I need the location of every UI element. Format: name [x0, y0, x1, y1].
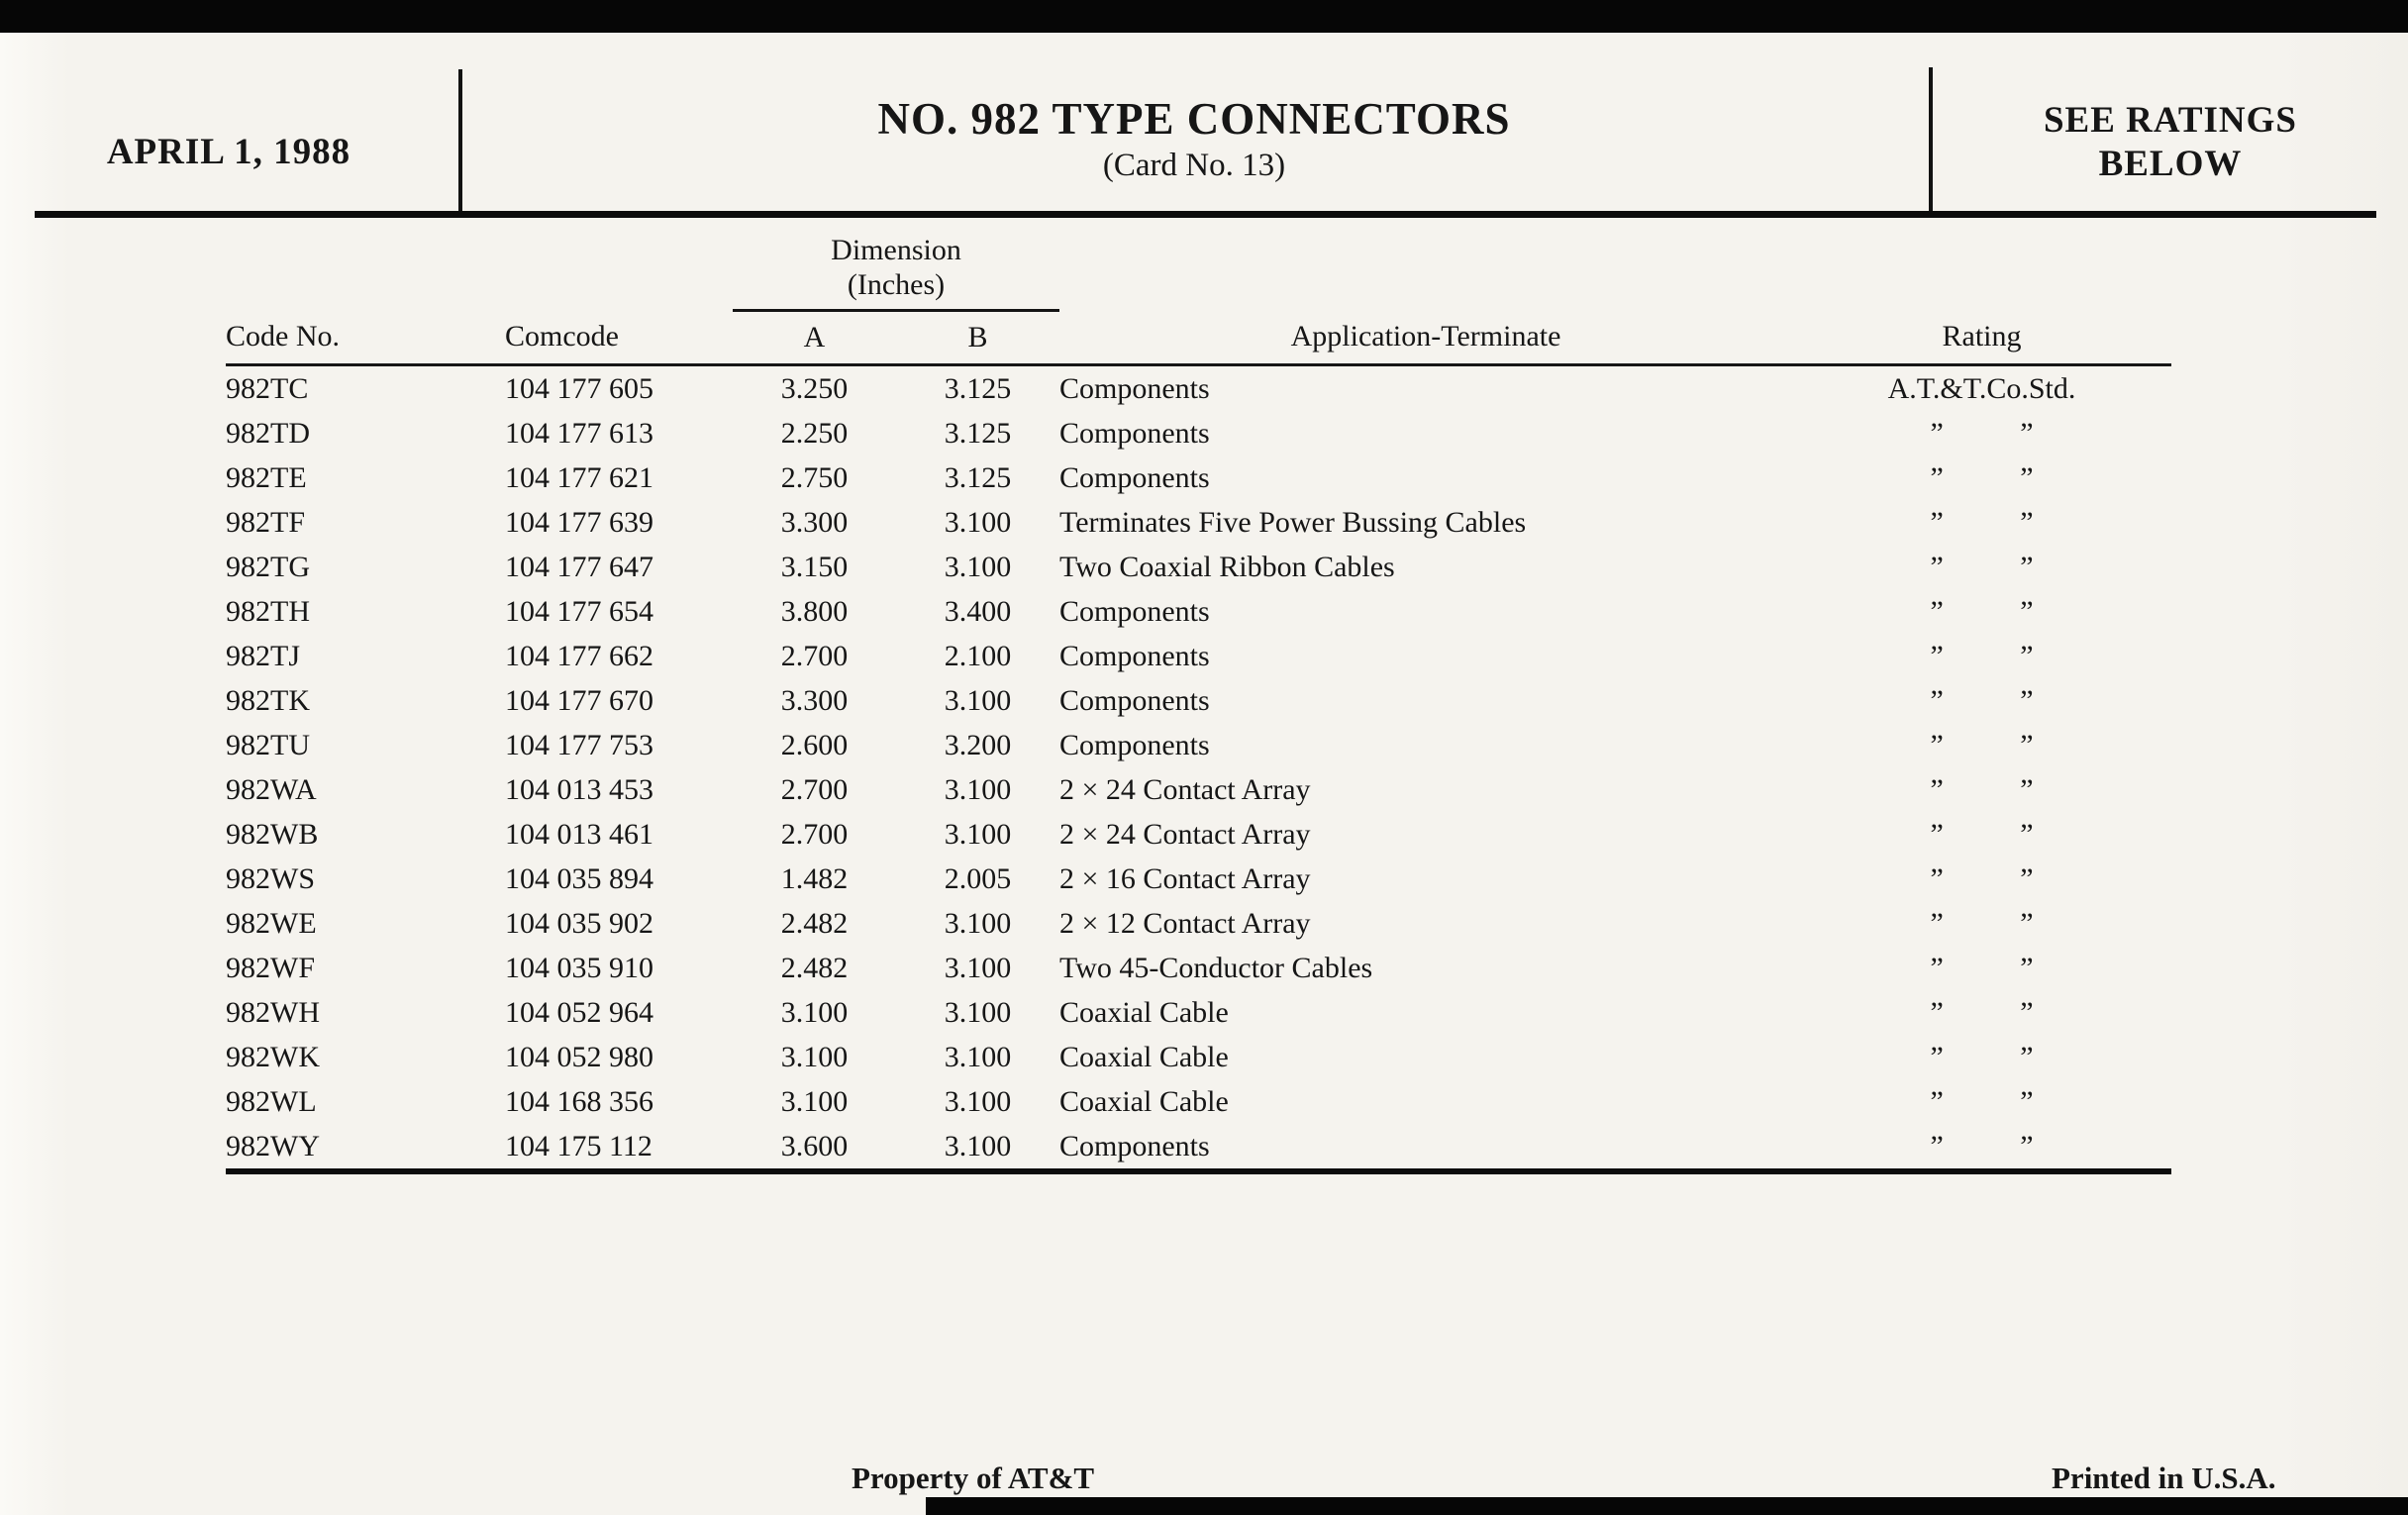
cell-application: Components — [1059, 728, 1210, 761]
cell-dim-b: 3.100 — [944, 1129, 1012, 1162]
cell-comcode: 104 177 662 — [505, 639, 653, 672]
cell-rating: ” ” — [1930, 460, 2034, 494]
cell-comcode: 104 177 613 — [505, 416, 653, 450]
cell-dim-b: 3.100 — [944, 817, 1012, 851]
cell-dim-a: 3.100 — [780, 995, 849, 1029]
column-header-dim-a: A — [733, 311, 896, 365]
group-spacer-left — [226, 234, 733, 311]
cell-rating: ” ” — [1930, 772, 2034, 806]
cell-rating: ” ” — [1930, 550, 2034, 583]
cell-dim-a: 3.300 — [780, 683, 849, 717]
cell-comcode: 104 177 605 — [505, 371, 653, 405]
table-row — [226, 1035, 2171, 1079]
cell-dim-b: 3.125 — [944, 460, 1012, 494]
cell-dim-b: 3.100 — [944, 505, 1012, 539]
cell-rating: ” ” — [1930, 1040, 2034, 1073]
ratings-note-line2: BELOW — [2098, 144, 2243, 185]
cell-code: 982TD — [226, 416, 310, 450]
cell-comcode: 104 168 356 — [505, 1084, 653, 1118]
cell-dim-a: 3.800 — [780, 594, 849, 628]
cell-dim-a: 2.700 — [780, 817, 849, 851]
column-header-rating: Rating — [1792, 311, 2171, 365]
cell-dim-b: 3.200 — [944, 728, 1012, 761]
cell-comcode: 104 052 964 — [505, 995, 653, 1029]
scan-edge-top — [0, 0, 2408, 33]
cell-dim-a: 2.600 — [780, 728, 849, 761]
cell-dim-b: 3.125 — [944, 416, 1012, 450]
cell-code: 982TU — [226, 728, 310, 761]
column-header-application: Application-Terminate — [1059, 311, 1792, 365]
table-row — [226, 1079, 2171, 1124]
title-block — [462, 94, 1926, 184]
cell-application: Components — [1059, 1129, 1210, 1162]
cell-code: 982WS — [226, 861, 315, 895]
cell-rating: ” ” — [1930, 505, 2034, 539]
table-row — [226, 857, 2171, 901]
cell-application: Components — [1059, 639, 1210, 672]
cell-application: Components — [1059, 416, 1210, 450]
table-row — [226, 812, 2171, 857]
cell-rating: ” ” — [1930, 728, 2034, 761]
group-spacer-right — [1059, 234, 2171, 311]
cell-code: 982WF — [226, 951, 315, 984]
header-rule — [35, 211, 2376, 218]
dimension-group-header — [733, 234, 1059, 311]
table-row — [226, 990, 2171, 1035]
cell-dim-b: 2.100 — [944, 639, 1012, 672]
cell-code: 982WB — [226, 817, 319, 851]
cell-dim-b: 3.100 — [944, 906, 1012, 940]
cell-rating: ” ” — [1930, 861, 2034, 895]
cell-code: 982WH — [226, 995, 320, 1029]
cell-application: Coaxial Cable — [1059, 1040, 1229, 1073]
cell-code: 982TF — [226, 505, 306, 539]
scan-edge-bottom — [926, 1497, 2408, 1515]
table-row — [226, 411, 2171, 455]
connector-table — [226, 234, 2171, 1174]
dimension-group-row — [226, 234, 2171, 311]
cell-rating: ” ” — [1930, 639, 2034, 672]
cell-dim-b: 2.005 — [944, 861, 1012, 895]
table-row — [226, 678, 2171, 723]
column-header-code: Code No. — [226, 311, 505, 365]
cell-comcode: 104 177 647 — [505, 550, 653, 583]
cell-rating: ” ” — [1930, 416, 2034, 450]
issue-date: APRIL 1, 1988 — [106, 132, 351, 172]
table-row — [226, 767, 2171, 812]
cell-comcode: 104 177 639 — [505, 505, 653, 539]
cell-rating: ” ” — [1930, 594, 2034, 628]
table-row — [226, 500, 2171, 545]
cell-comcode: 104 035 902 — [505, 906, 653, 940]
cell-code: 982WE — [226, 906, 317, 940]
cell-application: Components — [1059, 371, 1210, 405]
cell-dim-a: 2.482 — [780, 906, 849, 940]
cell-dim-a: 3.100 — [780, 1040, 849, 1073]
cell-code: 982WY — [226, 1129, 320, 1162]
cell-code: 982WL — [226, 1084, 317, 1118]
cell-rating: ” ” — [1930, 906, 2034, 940]
cell-dim-b: 3.100 — [944, 995, 1012, 1029]
cell-rating: ” ” — [1930, 817, 2034, 851]
dimension-label-line2: (Inches) — [847, 267, 946, 301]
table-row — [226, 545, 2171, 589]
cell-code: 982WK — [226, 1040, 320, 1073]
table-row — [226, 1124, 2171, 1171]
cell-code: 982TG — [226, 550, 310, 583]
cell-application: 2 × 24 Contact Array — [1059, 772, 1311, 806]
table-row — [226, 723, 2171, 767]
cell-application: Components — [1059, 594, 1210, 628]
cell-dim-a: 3.150 — [780, 550, 849, 583]
cell-dim-a: 3.600 — [780, 1129, 849, 1162]
table-row — [226, 589, 2171, 634]
cell-code: 982TJ — [226, 639, 300, 672]
cell-dim-a: 1.482 — [780, 861, 849, 895]
cell-comcode: 104 177 621 — [505, 460, 653, 494]
cell-code: 982TE — [226, 460, 307, 494]
cell-dim-b: 3.125 — [944, 371, 1012, 405]
cell-dim-a: 3.100 — [780, 1084, 849, 1118]
cell-dim-a: 2.700 — [780, 772, 849, 806]
table-row — [226, 455, 2171, 500]
cell-comcode: 104 013 461 — [505, 817, 653, 851]
card-number: (Card No. 13) — [1102, 148, 1286, 183]
table-row — [226, 365, 2171, 412]
cell-application: Components — [1059, 460, 1210, 494]
cell-application: Terminates Five Power Bussing Cables — [1059, 505, 1527, 539]
cell-comcode: 104 035 910 — [505, 951, 653, 984]
footer-printed-note: Printed in U.S.A. — [2052, 1461, 2276, 1495]
cell-application: Coaxial Cable — [1059, 995, 1229, 1029]
cell-comcode: 104 177 670 — [505, 683, 653, 717]
column-header-dim-b: B — [896, 311, 1059, 365]
page-title: NO. 982 TYPE CONNECTORS — [877, 94, 1511, 144]
cell-rating: ” ” — [1930, 1084, 2034, 1118]
cell-rating: ” ” — [1930, 683, 2034, 717]
footer-property-note: Property of AT&T — [852, 1461, 1095, 1495]
cell-comcode: 104 177 654 — [505, 594, 653, 628]
table-body — [226, 365, 2171, 1172]
cell-dim-b: 3.400 — [944, 594, 1012, 628]
cell-dim-b: 3.100 — [944, 772, 1012, 806]
ratings-note-line1: SEE RATINGS — [2043, 100, 2298, 141]
cell-rating: A.T.&T.Co.Std. — [1887, 371, 2076, 405]
cell-rating: ” ” — [1930, 951, 2034, 984]
column-header-comcode: Comcode — [505, 311, 733, 365]
cell-rating: ” ” — [1930, 1129, 2034, 1162]
cell-comcode: 104 013 453 — [505, 772, 653, 806]
cell-application: 2 × 16 Contact Array — [1059, 861, 1311, 895]
cell-application: Components — [1059, 683, 1210, 717]
table-row — [226, 634, 2171, 678]
cell-dim-a: 2.482 — [780, 951, 849, 984]
cell-dim-b: 3.100 — [944, 1040, 1012, 1073]
cell-dim-a: 2.750 — [780, 460, 849, 494]
cell-comcode: 104 177 753 — [505, 728, 653, 761]
cell-dim-a: 3.250 — [780, 371, 849, 405]
cell-code: 982TK — [226, 683, 310, 717]
cell-dim-a: 2.700 — [780, 639, 849, 672]
cell-application: 2 × 24 Contact Array — [1059, 817, 1311, 851]
cell-application: 2 × 12 Contact Array — [1059, 906, 1311, 940]
column-header-row — [226, 311, 2171, 365]
cell-dim-b: 3.100 — [944, 550, 1012, 583]
cell-comcode: 104 035 894 — [505, 861, 653, 895]
cell-application: Two Coaxial Ribbon Cables — [1059, 550, 1395, 583]
ratings-note — [1933, 99, 2408, 187]
cell-dim-b: 3.100 — [944, 951, 1012, 984]
cell-code: 982TC — [226, 371, 309, 405]
cell-application: Coaxial Cable — [1059, 1084, 1229, 1118]
table-row — [226, 901, 2171, 946]
dimension-label-line1: Dimension — [831, 234, 961, 266]
cell-comcode: 104 175 112 — [505, 1129, 652, 1162]
cell-comcode: 104 052 980 — [505, 1040, 653, 1073]
cell-rating: ” ” — [1930, 995, 2034, 1029]
cell-code: 982WA — [226, 772, 317, 806]
cell-application: Two 45-Conductor Cables — [1059, 951, 1373, 984]
cell-dim-b: 3.100 — [944, 683, 1012, 717]
table-row — [226, 946, 2171, 990]
cell-code: 982TH — [226, 594, 310, 628]
cell-dim-a: 2.250 — [780, 416, 849, 450]
cell-dim-b: 3.100 — [944, 1084, 1012, 1118]
cell-dim-a: 3.300 — [780, 505, 849, 539]
